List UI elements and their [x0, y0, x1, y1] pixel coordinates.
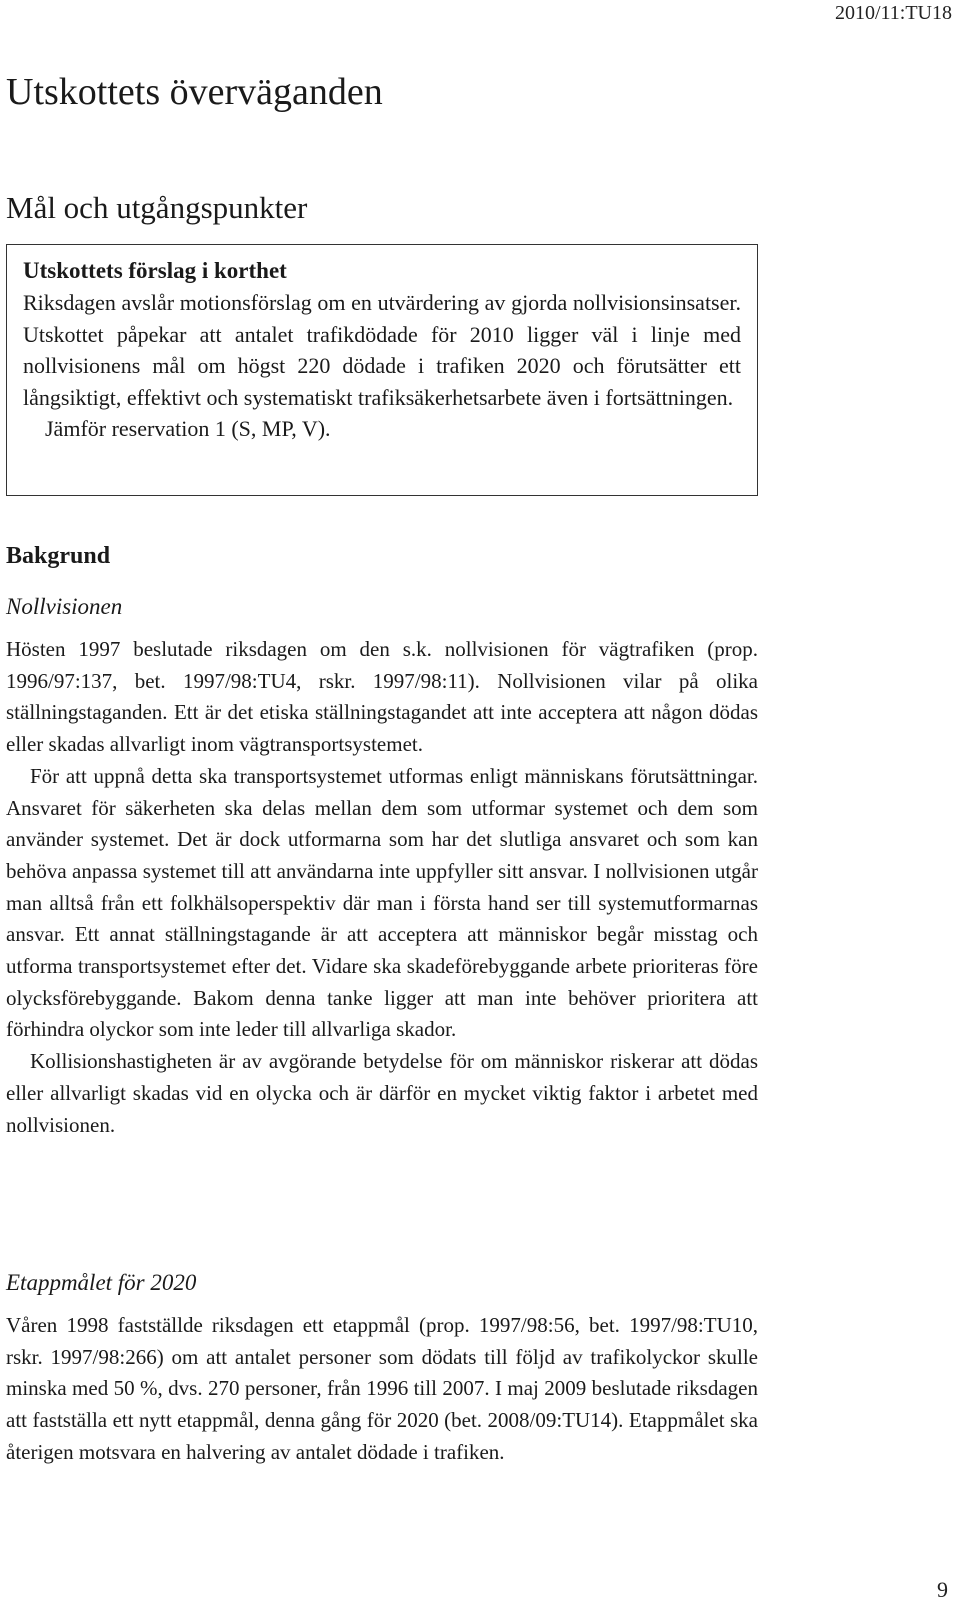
etappmal-text — [6, 1310, 758, 1469]
subheading-etappmal: Etappmålet för 2020 — [6, 1270, 197, 1295]
paragraph: Hösten 1997 beslutade riksdagen om den s.k. nollvisionen för vägtrafiken (prop. 1996/97:137, bet. 1997/98:TU4, rskr. 1997/98:11). Nollvisionen vilar på olika ställningstaganden. Ett är det etiska ställningstagandet att inte acceptera att någon dödas eller skadas allvarligt inom vägtransportsystemet. — [6, 637, 758, 757]
page-number: 9 — [937, 1577, 948, 1602]
page-title: Utskottets överväganden — [6, 71, 383, 113]
subheading-nollvisionen: Nollvisionen — [6, 594, 123, 619]
paragraph: Kollisionshastigheten är av avgörande betydelse för om människor riskerar att dödas eller allvarligt skadas vid en olycka och är därför en mycket viktig faktor i arbetet med nollvisionen. — [6, 1049, 758, 1137]
paragraph: Våren 1998 fastställde riksdagen ett etappmål (prop. 1997/98:56, bet. 1997/98:TU10, rskr. 1997/98:266) om att antalet personer som dödats till följd av trafikolyckor skulle minska med 50 %, dvs. 270 personer, från 1996 till 2007. I maj 2009 beslutade riksdagen att fastställa ett nytt etappmål, denna gång för 2020 (bet. 2008/09:TU14). Etappmålet ska återigen motsvara en halvering av antalet dödade i trafiken. — [6, 1313, 758, 1464]
summary-reference: Jämför reservation 1 (S, MP, V). — [45, 416, 331, 441]
nollvisionen-text — [6, 634, 758, 1141]
section-heading-bakgrund: Bakgrund — [6, 543, 111, 569]
summary-box — [6, 244, 758, 496]
summary-heading: Utskottets förslag i korthet — [23, 258, 287, 283]
paragraph: För att uppnå detta ska transportsystemet utformas enligt människans förutsättningar. Ansvaret för säkerheten ska delas mellan dem som utformar systemet och dem som använder systemet. Det är dock utformarna som har det slutliga ansvaret och som kan behöva anpassa systemet till att användarna inte uppfyller sitt ansvar. I nollvisionen utgår man alltså från ett folkhälsoperspektiv där man i första hand ser till systemutformarnas ansvar. Ett annat ställningstagande är att acceptera att människor begår misstag och utforma transportsystemet efter det. Vidare ska skadeförebyggande arbete prioriteras före olycksförebyggande. Bakom denna tanke ligger att man inte behöver prioritera att förhindra olyckor som inte leder till allvarliga skador. — [6, 763, 758, 1042]
page-subtitle: Mål och utgångspunkter — [6, 190, 308, 225]
document-reference: 2010/11:TU18 — [834, 2, 952, 24]
summary-body: Riksdagen avslår motionsförslag om en utvärdering av gjorda nollvisionsinsatser. Utskottet påpekar att antalet trafikdödade för 2010 ligger väl i linje med nollvisionens mål om högst 220 dödade i trafiken 2020 och förutsätter ett långsiktigt, effektivt och systematiskt trafiksäkerhetsarbete även i fortsättningen. — [23, 290, 741, 410]
